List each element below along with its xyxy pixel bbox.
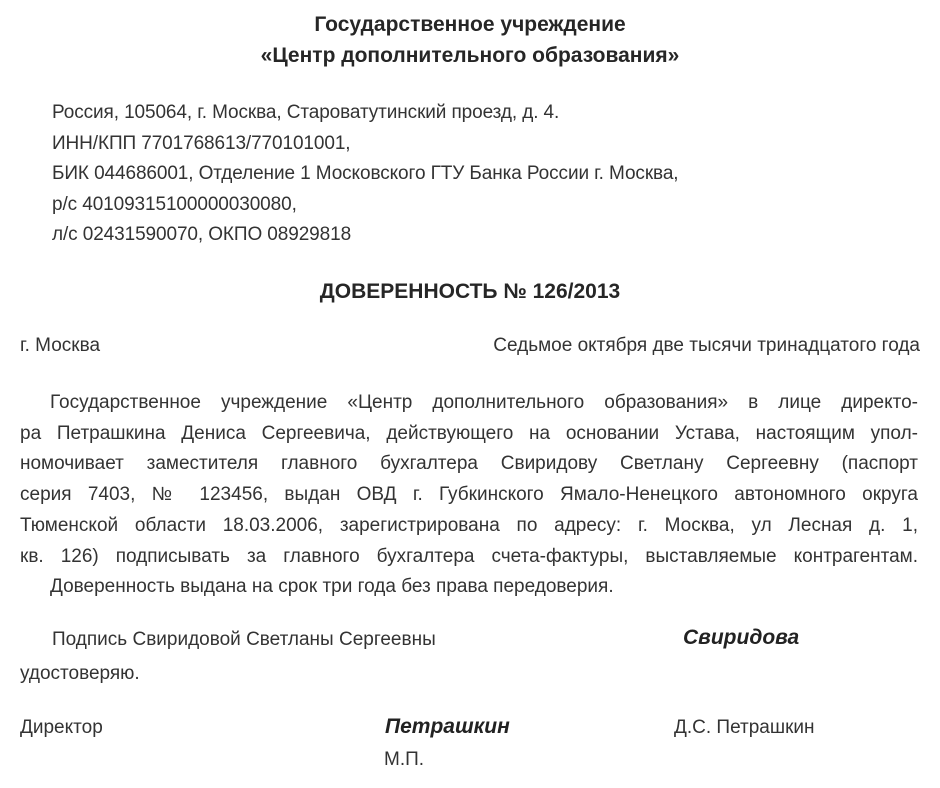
requisites-address: Россия, 105064, г. Москва, Староватутинский проезд, д. 4.	[52, 102, 560, 123]
document-date: Седьмое октября две тысячи тринадцатого года	[493, 335, 920, 356]
body-line: Государственное учреждение «Центр дополнительного образования» в лице директо-	[50, 392, 918, 413]
requisites-block	[52, 98, 678, 251]
director-name: Д.С. Петрашкин	[674, 717, 815, 738]
stamp-place: М.П.	[384, 749, 425, 770]
requisites-account: р/с 40109315100000030080,	[52, 193, 297, 215]
certify-text-line1: Подпись Свиридовой Светланы Сергеевны	[52, 629, 436, 650]
body-line: номочивает заместителя главного бухгалтера Свиридову Светлану Сергеевну (паспорт	[20, 453, 918, 475]
org-name-line2: «Центр дополнительного образования»	[260, 44, 680, 67]
employee-signature: Свиридова	[683, 626, 800, 649]
body-line: кв. 126) подписывать за главного бухгалтера счета-фактуры, выставляемые контрагентам.	[20, 545, 918, 567]
document-body	[20, 388, 918, 603]
document-place: г. Москва	[20, 335, 101, 356]
document-title: ДОВЕРЕННОСТЬ № 126/2013	[319, 280, 621, 303]
body-line: Тюменской области 18.03.2006, зарегистрирована по адресу: г. Москва, ул Лесная д. 1,	[20, 514, 918, 536]
director-label: Директор	[20, 717, 103, 738]
body-line: серия 7403, № 123456, выдан ОВД г. Губкинского Ямало-Ненецкого автономного округа	[20, 484, 918, 506]
org-name-line1: Государственное учреждение	[314, 13, 626, 36]
requisites-personal-account: л/с 02431590070, ОКПО 08929818	[52, 224, 352, 245]
body-line: Доверенность выдана на срок три года без права передоверия.	[50, 576, 614, 598]
requisites-bik-bank: БИК 044686001, Отделение 1 Московского ГТУ Банка России г. Москва,	[52, 163, 679, 184]
requisites-inn-kpp: ИНН/КПП 7701768613/770101001,	[52, 132, 351, 154]
body-line: ра Петрашкина Дениса Сергеевича, действующего на основании Устава, настоящим упол-	[20, 422, 918, 444]
certify-text-line2: удостоверяю.	[20, 663, 140, 684]
director-signature: Петрашкин	[385, 715, 510, 738]
